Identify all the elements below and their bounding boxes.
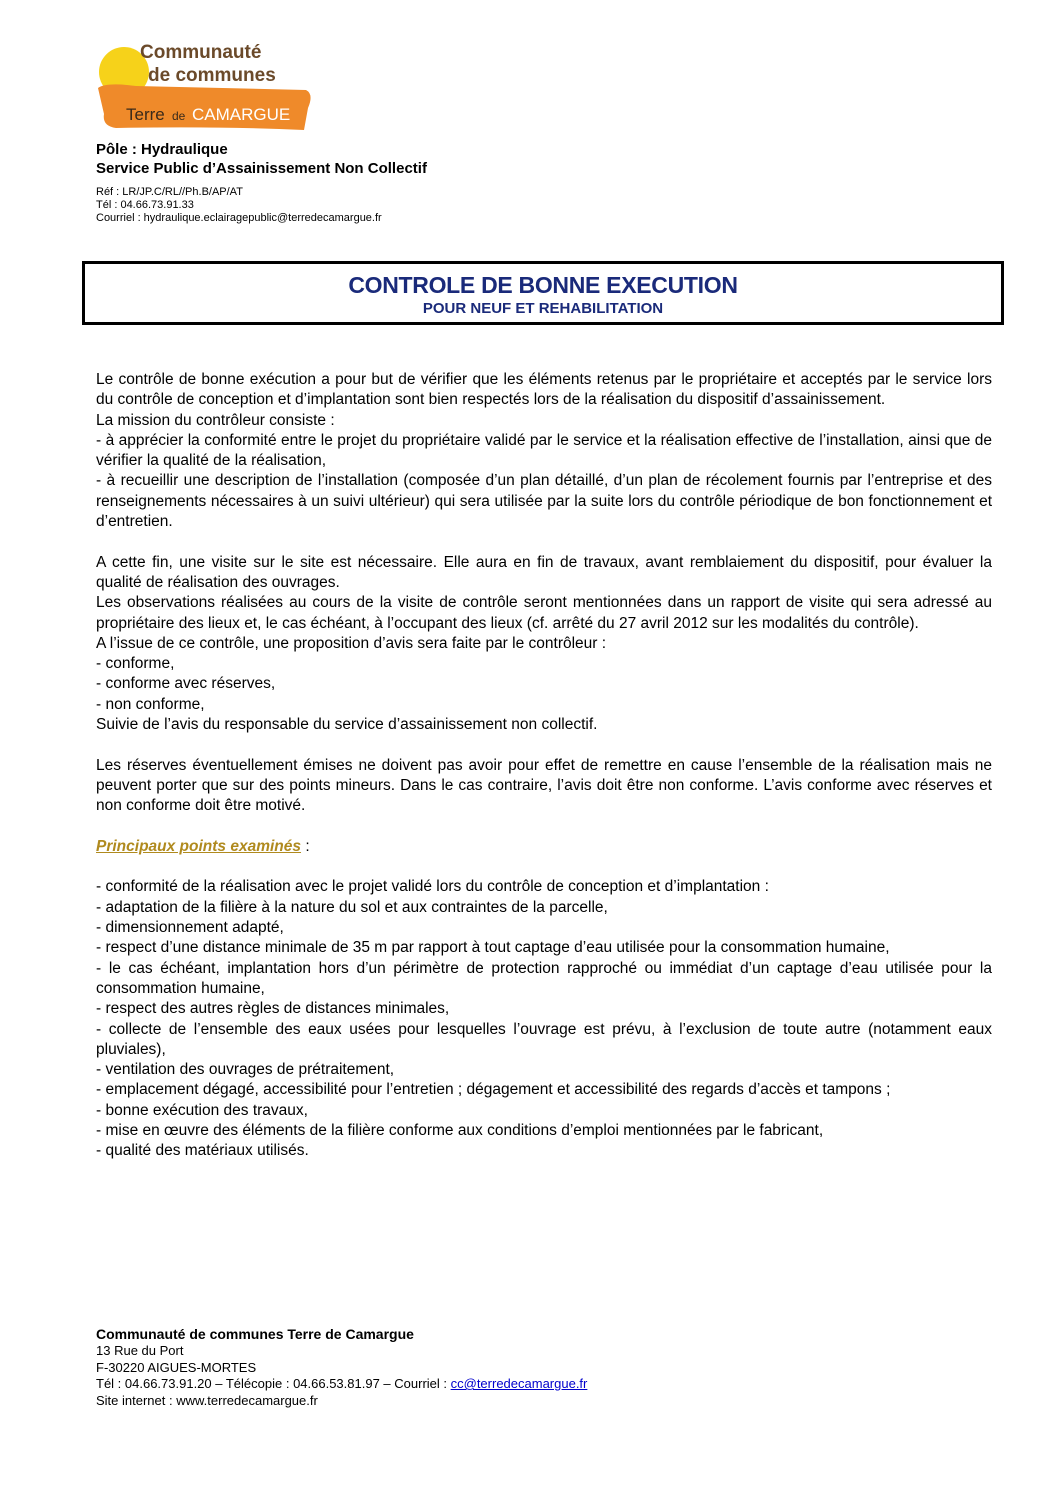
page-title: CONTROLE DE BONNE EXECUTION	[348, 272, 738, 298]
exam-item: - bonne exécution des travaux,	[96, 1101, 308, 1119]
mission-item: - à apprécier la conformité entre le projet du propriétaire validé par le service et la réalisation effective de l’installation, ainsi que de vérifier la qualité de la réalisation,	[96, 431, 992, 470]
exam-heading	[96, 837, 992, 857]
reference: Réf : LR/JP.C/RL//Ph.B/AP/AT	[96, 186, 243, 198]
responsable-paragraph: Suivie de l’avis du responsable du service d’assainissement non collectif.	[96, 716, 598, 734]
logo-terre: Terre	[126, 105, 165, 124]
exam-item: - adaptation de la filière à la nature du sol et aux contraintes de la parcelle,	[96, 898, 608, 916]
telephone: Tél : 04.66.73.91.33	[96, 199, 194, 211]
footer-email-link[interactable]: cc@terredecamargue.fr	[450, 1376, 588, 1391]
footer	[96, 1325, 587, 1409]
exam-item: - respect d’une distance minimale de 35 m par rapport à tout captage d’eau utilisée pour la consommation humaine,	[96, 939, 890, 957]
logo-camargue: CAMARGUE	[192, 105, 291, 124]
avis-option: - conforme avec réserves,	[96, 675, 276, 693]
logo-line1: Communauté	[140, 42, 262, 63]
pole-label: Pôle : Hydraulique	[96, 141, 228, 158]
avis-option: - conforme,	[96, 655, 175, 673]
footer-address-city: F-30220 AIGUES-MORTES	[96, 1359, 257, 1375]
document-body	[96, 370, 992, 1162]
logo-graphic	[96, 36, 318, 134]
logo-de: de	[172, 109, 186, 123]
exam-item: - emplacement dégagé, accessibilité pour l’entretien ; dégagement et accessibilité des regards d’accès et tampons ;	[96, 1081, 891, 1099]
footer-address-street: 13 Rue du Port	[96, 1343, 184, 1358]
logo	[96, 36, 318, 134]
footer-org: Communauté de communes Terre de Camargue	[96, 1326, 414, 1342]
intro-paragraph: Le contrôle de bonne exécution a pour but de vérifier que les éléments retenus par le propriétaire et acceptés par le service lors du contrôle de conception et d’implantation sont bien respectés lors de la réalisation du dispositif d’assainissement.	[96, 371, 992, 409]
exam-item: - dimensionnement adapté,	[96, 919, 284, 937]
service-label: Service Public d’Assainissement Non Collectif	[96, 160, 427, 177]
exam-item: - respect des autres règles de distances minimales,	[96, 1000, 450, 1018]
courriel: Courriel : hydraulique.eclairagepublic@terredecamargue.fr	[96, 212, 382, 224]
exam-item: - conformité de la réalisation avec le projet validé lors du contrôle de conception et d’implantation :	[96, 878, 769, 896]
exam-title: Principaux points examinés	[96, 837, 302, 855]
exam-item: - mise en œuvre des éléments de la filière conforme aux conditions d’emploi mentionnées par le fabricant,	[96, 1121, 824, 1139]
footer-website: Site internet : www.terredecamargue.fr	[96, 1392, 318, 1408]
exam-title-suffix: :	[301, 837, 310, 855]
exam-item: - ventilation des ouvrages de prétraitement,	[96, 1061, 395, 1079]
title-box	[82, 261, 1004, 325]
observations-paragraph: Les observations réalisées au cours de la visite de contrôle seront mentionnées dans un rapport de visite qui sera adressé au propriétaire des lieux et, le cas échéant, à l’occupant des lieux (cf. arrêté du 27 avril 2012 sur les modalités du contrôle).	[96, 594, 992, 632]
exam-item: - le cas échéant, implantation hors d’un périmètre de protection rapproché ou immédiat d’un captage d’eau utilisée pour la consommation humaine,	[96, 959, 992, 997]
exam-item: - collecte de l’ensemble des eaux usées pour lesquelles l’ouvrage est prévu, à l’exclusion de toute autre (notamment eaux pluviales),	[96, 1020, 992, 1058]
page-subtitle: POUR NEUF ET REHABILITATION	[422, 300, 664, 317]
reserves-paragraph: Les réserves éventuellement émises ne doivent pas avoir pour effet de remettre en cause l’ensemble de la réalisation mais ne peuvent porter que sur des points mineurs. Dans le cas contraire, l’avis doit être non conforme. L’avis conforme avec réserves et non conforme doit être motivé.	[96, 756, 992, 815]
header	[96, 140, 427, 225]
footer-contact-text: Tél : 04.66.73.91.20 – Télécopie : 04.66.53.81.97 – Courriel :	[96, 1376, 451, 1391]
mission-item: - à recueillir une description de l’installation (composée d’un plan détaillé, d’un plan de récolement fournis par l’entreprise et des renseignements nécessaires à un suivi ultérieur) qui sera utilisée par la suite lors du contrôle périodique de bon fonctionnement et d’entretien.	[96, 472, 992, 531]
visit-paragraph: A cette fin, une visite sur le site est nécessaire. Elle aura en fin de travaux, avant remblaiement du dispositif, pour évaluer la qualité de réalisation des ouvrages.	[96, 553, 992, 591]
footer-contact	[96, 1376, 587, 1393]
exam-item: - qualité des matériaux utilisés.	[96, 1142, 309, 1160]
avis-option: - non conforme,	[96, 695, 205, 713]
mission-paragraph: La mission du contrôleur consiste :	[96, 411, 335, 429]
logo-line2: de communes	[148, 65, 276, 86]
avis-paragraph: A l’issue de ce contrôle, une proposition d’avis sera faite par le contrôleur :	[96, 634, 607, 652]
reference-block	[96, 186, 427, 225]
